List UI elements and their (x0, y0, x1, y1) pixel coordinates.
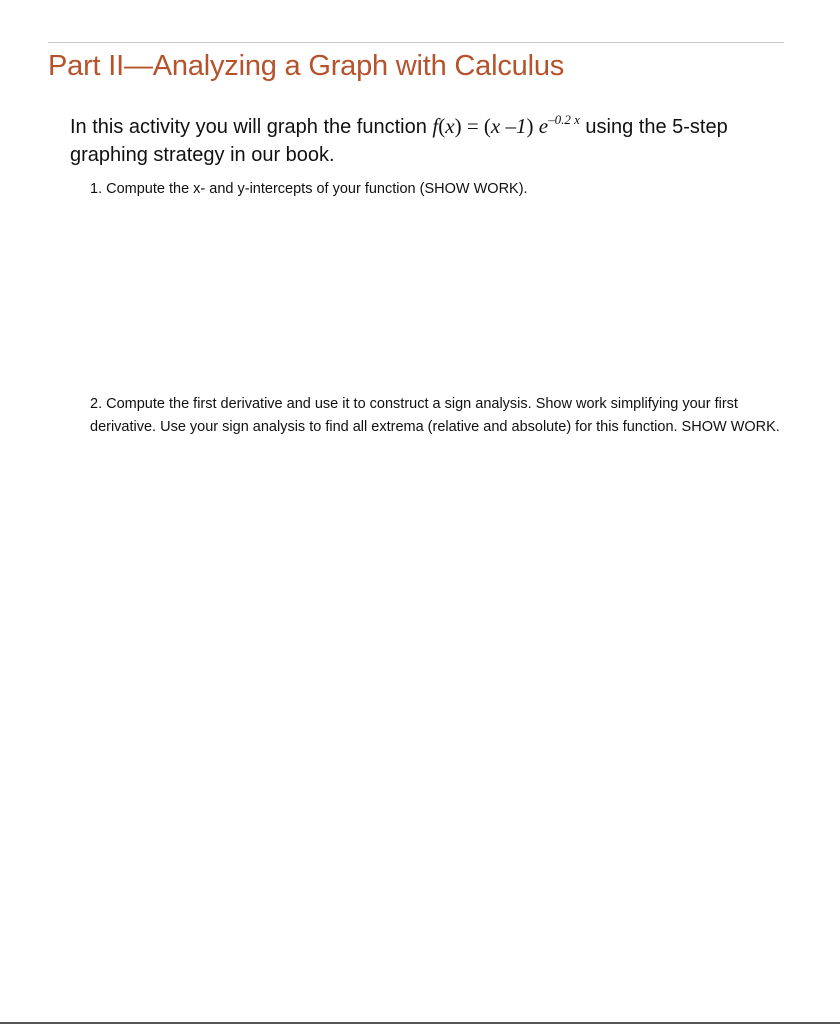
top-divider (48, 42, 784, 43)
formula-paren: ) (526, 114, 539, 138)
function-formula (432, 114, 579, 138)
formula-equals: = ( (461, 114, 491, 138)
intro-text-before: In this activity you will graph the function (70, 116, 433, 138)
question-2: 2. Compute the first derivative and use it to construct a sign analysis. Show work simplifying your first derivative. Use your sign analysis to find all extrema (relative and absolute) for this function. SHOW WORK. (90, 396, 780, 435)
formula-x: x (445, 114, 455, 138)
formula-e: e (538, 114, 549, 138)
formula-exponent: –0.2 x (548, 112, 580, 127)
formula-minus: – (500, 114, 516, 138)
formula-x: x (490, 114, 501, 138)
formula-one: 1 (516, 114, 527, 138)
formula-paren: ) (454, 114, 462, 138)
intro-paragraph (70, 112, 790, 169)
page-title: Part II—Analyzing a Graph with Calculus (48, 50, 565, 82)
intro-text-after: using the 5-step graphing strategy in our book. (70, 116, 728, 166)
question-1: 1. Compute the x- and y-intercepts of your function (SHOW WORK). (90, 181, 528, 197)
formula-paren: ( (438, 114, 446, 138)
formula-f: f (432, 114, 439, 138)
